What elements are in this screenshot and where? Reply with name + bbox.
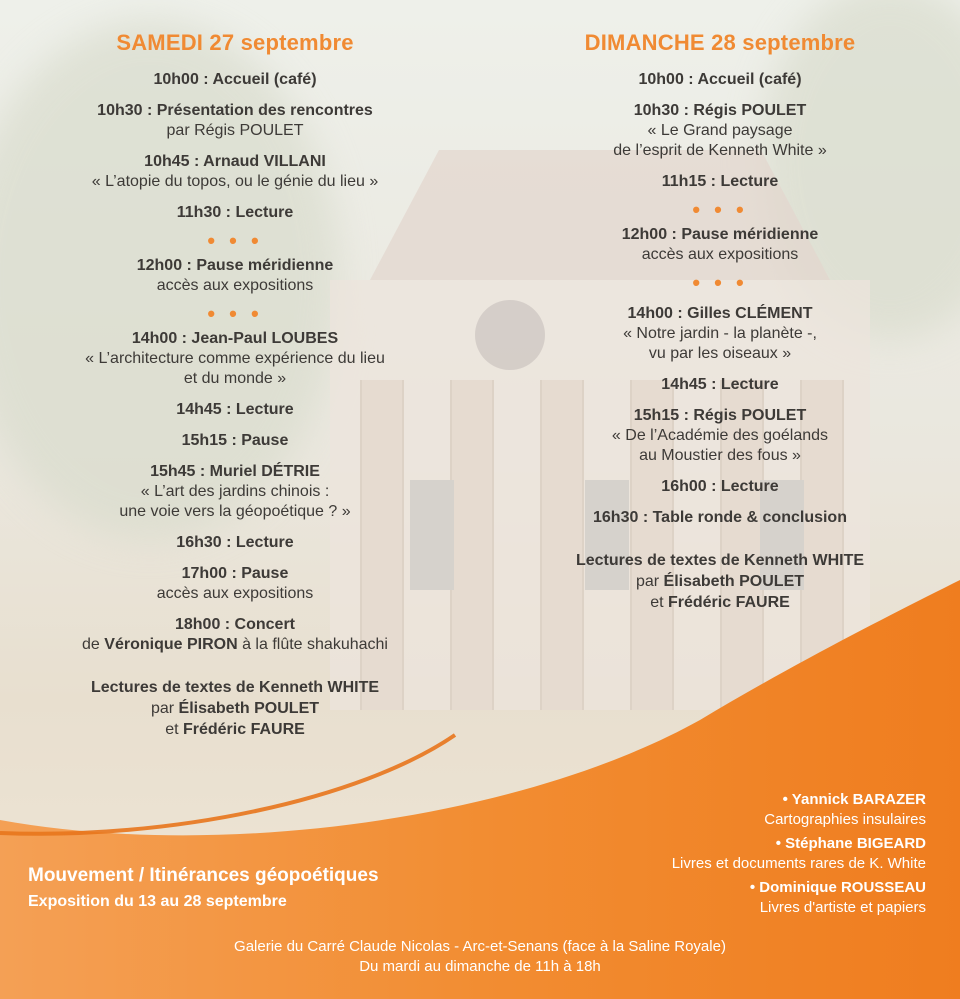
dots-separator: • • •: [207, 228, 263, 253]
program-item: 10h45 : Arnaud VILLANI « L’atopie du topos, ou le génie du lieu »: [91, 153, 379, 190]
program-item: 14h00 : Jean-Paul LOUBES « L’architecture comme expérience du lieu et du monde »: [85, 330, 385, 387]
program-item: 14h00 : Gilles CLÉMENT « Notre jardin - la planète -, vu par les oiseaux »: [623, 305, 817, 362]
program-item: 11h15 : Lecture: [661, 173, 779, 190]
saturday-readings: Lectures de textes de Kenneth WHITE par Élisabeth POULET et Frédéric FAURE: [90, 679, 380, 738]
artists-list: [566, 790, 926, 922]
program-item: 15h45 : Muriel DÉTRIE « L’art des jardins chinois : une voie vers la géopoétique ? »: [119, 463, 351, 520]
exhibition-block: [28, 865, 379, 911]
dots-separator: • • •: [692, 197, 748, 222]
sunday-readings: Lectures de textes de Kenneth WHITE par Élisabeth POULET et Frédéric FAURE: [575, 552, 865, 611]
program-item: 17h00 : Pause accès aux expositions: [156, 565, 314, 602]
program-item: 14h45 : Lecture: [176, 401, 294, 418]
gallery-hours: Du mardi au dimanche de 11h à 18h: [359, 958, 601, 975]
program-item: 10h30 : Présentation des rencontres par Régis POULET: [97, 102, 373, 139]
artist-item: • Dominique ROUSSEAU Livres d'artiste et papiers: [749, 879, 926, 916]
program-item: 10h00 : Accueil (café): [638, 71, 802, 88]
program-item: 10h00 : Accueil (café): [153, 71, 317, 88]
saturday-program: [30, 30, 440, 740]
program-item: 11h30 : Lecture: [176, 204, 294, 221]
sunday-title: DIMANCHE 28 septembre: [584, 30, 856, 55]
program-item: 16h30 : Table ronde & conclusion: [593, 509, 847, 526]
program-item: 14h45 : Lecture: [661, 376, 779, 393]
gallery-info: [0, 937, 960, 977]
artist-item: • Yannick BARAZER Cartographies insulaires: [764, 791, 926, 828]
program-item: 12h00 : Pause méridienne accès aux expositions: [621, 226, 819, 263]
artist-item: • Stéphane BIGEARD Livres et documents rares de K. White: [671, 835, 926, 872]
program-item: 12h00 : Pause méridienne accès aux expositions: [136, 257, 334, 294]
gallery-address: Galerie du Carré Claude Nicolas - Arc-et-Senans (face à la Saline Royale): [234, 938, 726, 955]
program-item: 18h00 : Concert de Véronique PIRON à la flûte shakuhachi: [82, 616, 388, 653]
dots-separator: • • •: [207, 301, 263, 326]
program-item: 15h15 : Pause: [181, 432, 289, 449]
program-item: 16h00 : Lecture: [661, 478, 779, 495]
program-item: 10h30 : Régis POULET « Le Grand paysage de l’esprit de Kenneth White »: [613, 102, 827, 159]
exhibition-title: Mouvement / Itinérances géopoétiques: [28, 865, 379, 886]
exhibition-dates: Exposition du 13 au 28 septembre: [28, 893, 287, 910]
saturday-title: SAMEDI 27 septembre: [116, 30, 354, 55]
sunday-program: [520, 30, 920, 613]
dots-separator: • • •: [692, 270, 748, 295]
program-item: 15h15 : Régis POULET « De l’Académie des goélands au Moustier des fous »: [611, 407, 829, 464]
program-item: 16h30 : Lecture: [176, 534, 294, 551]
